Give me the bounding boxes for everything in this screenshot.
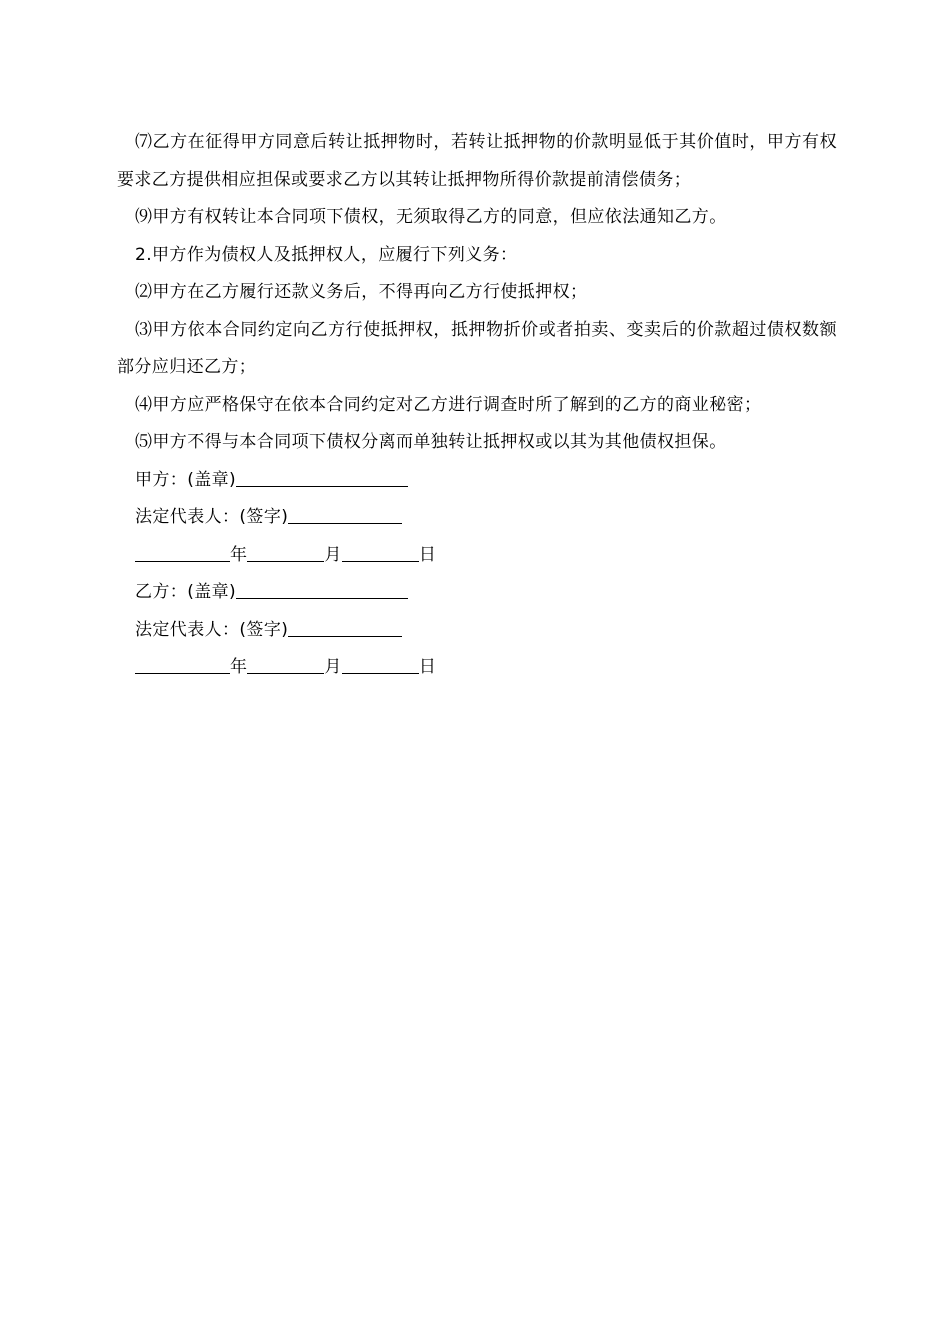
obligation-2: ⑵甲方在乙方履行还款义务后，不得再向乙方行使抵押权；: [135, 282, 588, 302]
party-b-year-label: 年: [230, 657, 248, 677]
party-a-rep-line: [117, 499, 837, 537]
obligation-5: ⑸甲方不得与本合同项下债权分离而单独转让抵押权或以其为其他债权担保。: [135, 432, 727, 452]
party-b-day-blank: [342, 655, 419, 674]
clause-7: ⑺乙方在征得甲方同意后转让抵押物时，若转让抵押物的价款明显低于其价值时，甲方有权要求乙方提供相应担保或要求乙方以其转让抵押物所得价款提前清偿债务；: [117, 132, 837, 190]
party-b-label: 乙方：(盖章): [135, 582, 237, 602]
clause-9: ⑼甲方有权转让本合同项下债权，无须取得乙方的同意，但应依法通知乙方。: [135, 207, 727, 227]
party-b-month-blank: [247, 655, 324, 674]
obligation-3: ⑶甲方依本合同约定向乙方行使抵押权，抵押物折价或者拍卖、变卖后的价款超过债权数额部分应归还乙方；: [117, 319, 837, 377]
party-b-rep-label: 法定代表人：(签字): [135, 619, 289, 640]
party-a-rep-blank: [288, 505, 402, 524]
party-b-rep-blank: [288, 618, 402, 637]
obligation-4: ⑷甲方应严格保守在依本合同约定对乙方进行调查时所了解到的乙方的商业秘密；: [135, 394, 762, 415]
party-a-year-blank: [135, 543, 230, 562]
party-a-label: 甲方：(盖章): [135, 469, 237, 490]
section-2-heading: 2.甲方作为债权人及抵押权人，应履行下列义务：: [135, 244, 518, 265]
document-body: [117, 124, 837, 687]
party-b-month-label: 月: [324, 657, 342, 677]
party-a-day-label: 日: [418, 544, 437, 565]
party-b-seal-blank: [236, 580, 408, 599]
party-a-seal-blank: [236, 468, 408, 487]
party-a-year-label: 年: [230, 544, 248, 565]
party-b-date-line: [117, 649, 837, 687]
party-a-date-line: [117, 537, 837, 575]
party-b-rep-line: [117, 612, 837, 650]
party-b-seal-line: [117, 574, 837, 612]
party-b-day-label: 日: [418, 657, 437, 677]
party-b-year-blank: [135, 655, 230, 674]
party-a-month-label: 月: [324, 544, 342, 565]
party-a-month-blank: [247, 543, 324, 562]
party-a-rep-label: 法定代表人：(签字): [135, 507, 289, 527]
party-a-seal-line: [117, 462, 837, 500]
party-a-day-blank: [342, 543, 419, 562]
